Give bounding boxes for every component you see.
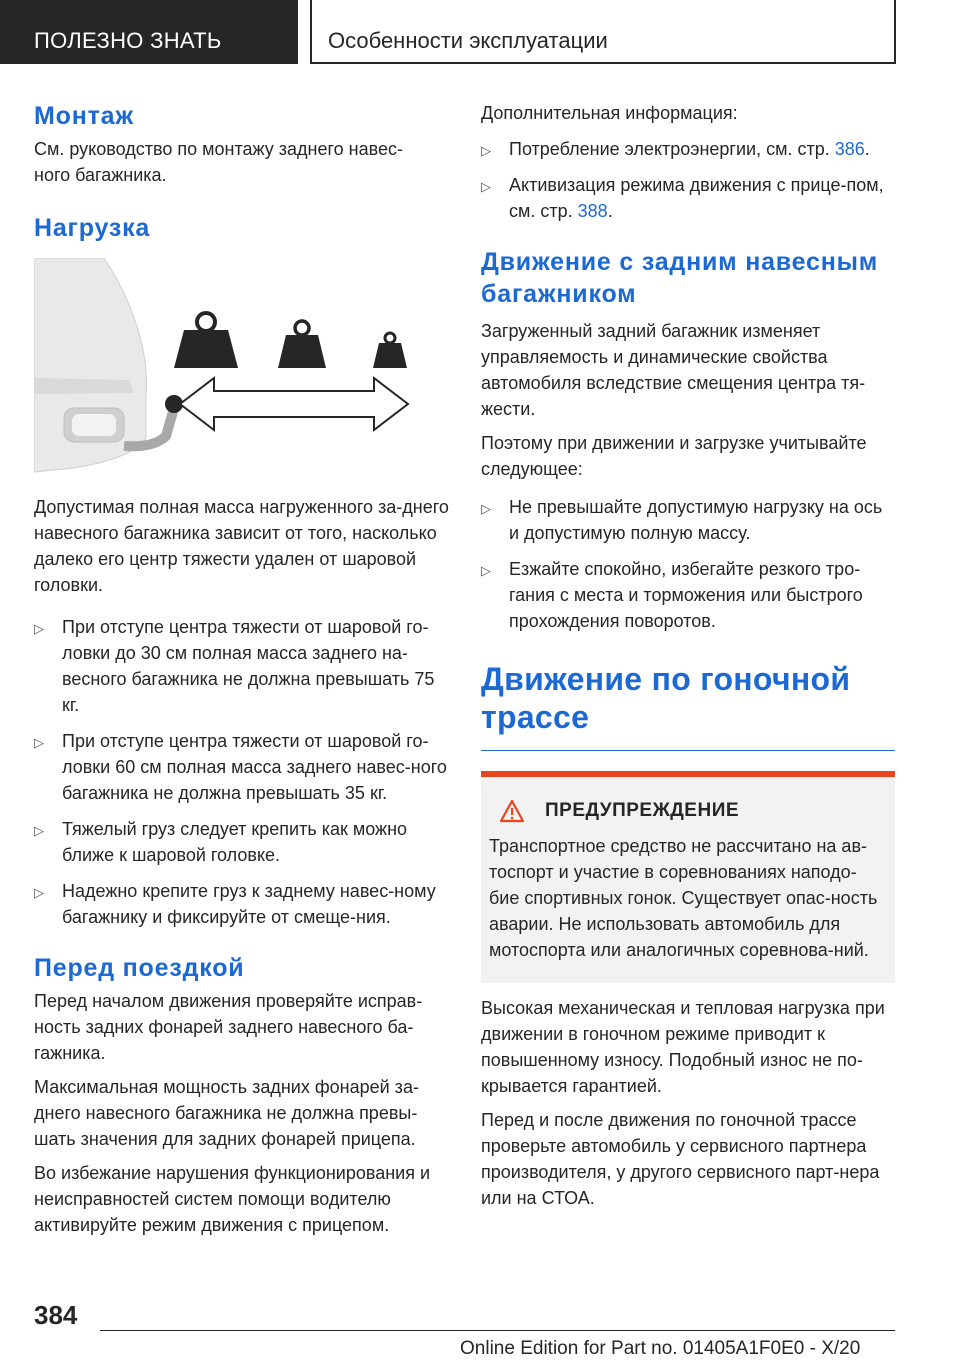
list-item: ▷ Активизация режима движения с прице-пом, см. стр. 388. (481, 175, 884, 221)
track-paragraph-1: Высокая механическая и тепловая нагрузка при движении в гоночном режиме приводит к повышенному износу. Подобный износ не по-крывается гарантией. (481, 998, 885, 1096)
list-triangle-icon: ▷ (34, 885, 44, 900)
footer-edition: Online Edition for Part no. 01405A1F0E0 - X/20 (460, 1338, 861, 1359)
load-list (34, 614, 450, 930)
load-title: Нагрузка (34, 214, 151, 242)
warning-box (481, 771, 895, 983)
list-item: ▷ При отступе центра тяжести от шаровой го-ловки 60 см полная масса заднего навес-ного багажника не должна превышать 35 кг. (34, 731, 447, 803)
mount-text: См. руководство по монтажу заднего навес-ного багажника. (34, 139, 403, 185)
mount-title: Монтаж (34, 102, 134, 130)
list-item: ▷ Надежно крепите груз к заднему навес-ному багажнику и фиксируйте от смеще-ния. (34, 881, 436, 927)
load-illustration (34, 258, 414, 476)
footer-divider (100, 1330, 895, 1331)
rack-paragraph-1: Загруженный задний багажник изменяет управляемость и динамические свойства автомобиля вследствие смещения центра тя-жести. (481, 321, 866, 419)
trip-title: Перед поездкой (34, 954, 245, 982)
right-column (481, 100, 895, 1211)
list-triangle-icon: ▷ (34, 621, 44, 636)
list-item: ▷ Тяжелый груз следует крепить как можно ближе к шаровой головке. (34, 819, 408, 865)
list-triangle-icon: ▷ (481, 563, 491, 578)
page-link-388[interactable]: 388 (577, 201, 608, 221)
load-text: Допустимая полная масса нагруженного за-днего навесного багажника зависит от того, насколько далеко его центр тяжести удален от шаровой головки. (34, 497, 449, 595)
page-number: 384 (34, 1300, 78, 1330)
extra-info-title: Дополнительная информация: (481, 103, 738, 123)
list-triangle-icon: ▷ (481, 179, 491, 194)
extra-info-list (481, 136, 895, 224)
page-link-386[interactable]: 386 (834, 139, 865, 159)
warning-title: ПРЕДУПРЕЖДЕНИЕ (545, 800, 740, 821)
warning-icon (499, 799, 525, 823)
trip-paragraph-1: Перед началом движения проверяйте исправ-ность задних фонарей заднего навесного ба-гажника. (34, 991, 423, 1063)
rack-paragraph-2: Поэтому при движении и загрузке учитывайте следующее: (481, 433, 867, 479)
list-triangle-icon: ▷ (481, 501, 491, 516)
header-section: ПОЛЕЗНО ЗНАТЬ (0, 0, 298, 64)
list-triangle-icon: ▷ (34, 823, 44, 838)
rack-driving-title: Движение с задним навесным багажником (481, 248, 879, 308)
header-chapter: Особенности эксплуатации (310, 0, 896, 64)
list-item: ▷ Потребление электроэнергии, см. стр. 386. (481, 136, 895, 162)
trip-paragraph-2: Максимальная мощность задних фонарей за-днего навесного багажника не должна превы-шать значения для задних фонарей прицепа. (34, 1077, 419, 1149)
list-triangle-icon: ▷ (34, 735, 44, 750)
left-column (34, 100, 450, 1238)
rack-list (481, 494, 895, 634)
trip-paragraph-3: Во избежание нарушения функционирования и неисправностей систем помощи водителю активируйте режим движения с прицепом. (34, 1163, 431, 1235)
list-item: ▷ Езжайте спокойно, избегайте резкого тро-гания с места и торможения или быстрого прохождения поворотов. (481, 559, 863, 631)
track-title: Движение по гоночной трассе (481, 661, 851, 735)
track-paragraph-2: Перед и после движения по гоночной трассе проверьте автомобиль у сервисного партнера производителя, у другого сервисного парт-нера или на СТОА. (481, 1110, 880, 1208)
list-triangle-icon: ▷ (481, 143, 491, 158)
list-item: ▷ Не превышайте допустимую нагрузку на ось и допустимую полную массу. (481, 497, 883, 543)
title-divider (481, 750, 895, 751)
list-item: ▷ При отступе центра тяжести от шаровой го-ловки до 30 см полная масса заднего на-весного багажника не должна превышать 75 кг. (34, 617, 435, 715)
warning-text: Транспортное средство не рассчитано на ав-тоспорт и участие в соревнованиях наподо-бие спортивных гонок. Существует опас-ность аварии. Не использовать автомобиль для мотоспорта или аналогичных соревнова-ний. (489, 836, 878, 960)
